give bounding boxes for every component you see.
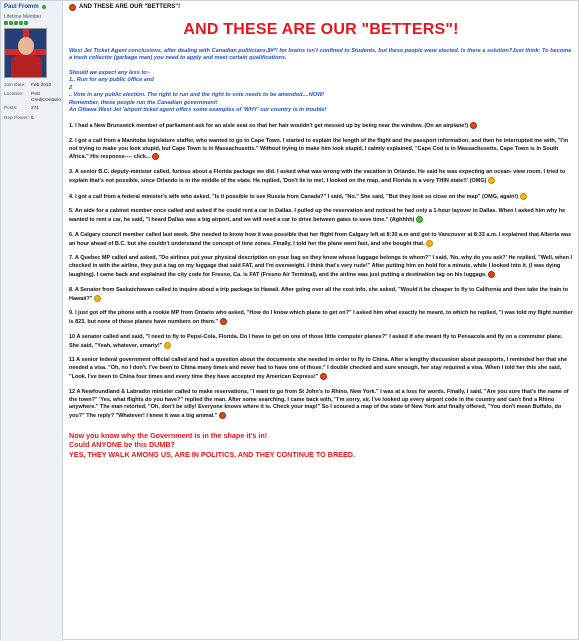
question-line: .. Vote in any public election. The right to run and the right to vote needs to be amended....NOW! <box>69 92 325 99</box>
reputation-pip-icon <box>24 21 28 25</box>
story-text: 6. A Calgary council member called last week. She needed to know how it was possible that her flight from Calgary left at 8:30 a.m and got to Vancouver at 8:33 a.m. I explained that Alberta was an hour ahead of B.C. but she couldn't understand the concept of time zones. Finally, I told her the plane went fast, and she bought that. <box>69 231 572 247</box>
story-text: 9. I just got off the phone with a rookie MP from Ontario who asked, "How do I know which plane to get on?" I asked him what exactly he meant, to which he replied, "I was told my flight number is 823, but none of these planes have numbers on them." <box>69 310 573 326</box>
frustrated-emoticon-icon <box>416 216 423 223</box>
join-date-row <box>4 83 59 89</box>
story-item <box>69 193 573 202</box>
angry-emoticon-icon <box>69 4 76 11</box>
join-date-label: Join Date: <box>4 83 26 89</box>
question-line: Should we expect any less to~ <box>69 69 150 76</box>
post-header-title: AND THESE ARE OUR "BETTERS"! <box>79 4 181 10</box>
user-title: Lifetime Member <box>4 13 42 20</box>
devil-emoticon-icon <box>320 373 327 380</box>
reputation-pip-icon <box>4 21 8 25</box>
avatar-figure-body <box>11 55 42 78</box>
story-text: 8. A Senator from Saskatchewan called to inquire about a trip package to Hawaii. After going over all the cost info, she asked, "Would it be cheaper to fly to California and then take the train to Hawaii?" <box>69 286 569 302</box>
story-text: 10 A senator called and said, "I need to fly to Pepsi-Cola, Florida. Do I have to get on one of those little computer planes?" I asked if she meant fly to Pensacola and fly on a commuter plane. She said, "Yeah, whatever, smarty!" <box>69 333 563 349</box>
avatar[interactable] <box>4 28 47 78</box>
location-value: Port Credit,Ontario <box>31 91 61 103</box>
posts-value: 271 <box>31 106 40 111</box>
story-item <box>69 232 573 249</box>
location-label: Location: <box>4 91 24 97</box>
post-header <box>69 4 573 12</box>
laughing-emoticon-icon <box>220 318 227 325</box>
story-text: 4. I got a call from a federal minister's wife who asked, "Is it possible to see Russia from Canada?" I said, "No." She said, "But they look so close on the map" (OMG, again!) <box>69 193 519 200</box>
thumbs-emoticon-icon <box>164 342 171 349</box>
closing-line: YES, THEY WALK AMONG US, ARE IN POLITICS, AND THEY CONTINUE TO BREED. <box>69 449 355 459</box>
user-sidebar <box>1 1 63 641</box>
story-item <box>69 287 573 304</box>
closing-line: Could ANYONE be this DUMB? <box>69 440 175 450</box>
posts-row <box>4 106 59 112</box>
devil-emoticon-icon <box>152 153 159 160</box>
story-item <box>69 389 573 421</box>
username-row <box>4 4 59 12</box>
online-status-icon <box>42 5 46 9</box>
question-line: Remember, these people run the Canadian government! <box>69 99 218 106</box>
story-text: 1. I had a New Brunswick member of parliament ask for an aisle seat so that her hair wouldn't get messed up by being near the window. (On an airplane!) <box>69 122 469 129</box>
story-item <box>69 334 573 351</box>
grin-emoticon-icon <box>426 240 433 247</box>
rep-power-value: 5 <box>31 116 34 122</box>
story-item <box>69 122 573 131</box>
reputation-pips <box>4 21 59 25</box>
shocked-emoticon-icon <box>488 177 495 184</box>
story-text: 7. A Quebec MP called and asked, "Do airlines put your physical description on your bag so they know whose luggage belongs to whom?" I said, 'No, why do you ask?' He replied, "Well, when I checked in with the airline, they put a tag on my luggage that said FAT, and I'm overweight. I think that's very rude!" After putting him on hold for a minute, while I looked into it. (I was dying laughing). I came back and explained the city code for Fresno, Ca. is FAT (Fresno Air Terminal), and the airline was just putting a destination tag on his luggage. <box>69 255 573 278</box>
reputation-pip-icon <box>14 21 18 25</box>
story-item <box>69 138 573 162</box>
closing-line: Now you know why the Government is in the shape it's in! <box>69 430 268 440</box>
story-text: 12 A Newfoundland & Labrador minister called to make reservations, "I want to go from St John's to Rhino, New York." I was at a loss for words. Finally, I said, "Are you sure that's the name of the town?" 'Yes, what flights do you have?" replied the man. After some searching, I came back with, "I'm sorry, sir, I've looked up every airport code in the country and can't find a Rhino anywhere." The man retorted, "Oh, don't be silly! Everyone knows where it is. Check your map!" So I scoured a map of the state of New York and finally offered, "You don't mean Buffalo, do you?" The reply? "Whatever! I knew it was a big animal." <box>69 388 569 420</box>
post-body <box>65 4 577 638</box>
question-block <box>69 70 573 115</box>
sparkle-emoticon-icon <box>520 193 527 200</box>
story-item <box>69 208 573 225</box>
username-link[interactable]: Paul Fromm <box>4 4 39 10</box>
closing-block <box>69 431 573 459</box>
story-item <box>69 357 573 381</box>
story-item <box>69 169 573 186</box>
question-line: An Ottawa West Jet 'airport ticket agent offers some examples of 'WHY' our country is in trouble! <box>69 107 327 114</box>
story-text: 5. An aide for a cabinet member once called and asked if he could rent a car in Dallas. I pulled up the reservation and noticed he had only a 1-hour layover in Dallas. When I asked him why he wanted to rent a car, he said, "I heard Dallas was a big airport, and we will need a car to drive between gates to save time." (Aghhhh) <box>69 208 566 224</box>
reputation-pip-icon <box>9 21 13 25</box>
location-row <box>4 92 59 104</box>
reputation-pip-icon <box>19 21 23 25</box>
join-date-value: Feb 2010 <box>31 83 52 89</box>
story-text: 11 A senior federal government official called and had a question about the documents she needed in order to fly to China. After a lengthy discussion about passports, I reminded her that she needed a visa. "Oh, no I don't. I've been to China many times and never had to have one of those." I double checked and sure enough, her stay required a visa. When I told her this she said, "Look, I've been to China four times and every time they have accepted my American Express!" <box>69 357 568 380</box>
laughing-emoticon-icon <box>219 412 226 419</box>
intro-paragraph: West Jet Ticket Agent conclusions, after dealing with Canadian politicians.$#*! for brains isn't confined to Students, but these people were elected. Is there a solution?Just think: To become a trash collector (garbage man) you need to apply and meet certain qualifications. <box>69 47 572 62</box>
posts-label: Posts: <box>4 106 18 111</box>
story-item <box>69 255 573 279</box>
rep-power-label: Rep Power: <box>4 116 30 122</box>
post-big-title: AND THESE ARE OUR "BETTERS"! <box>183 20 459 38</box>
story-text: 2. I got a call from a Manitoba legislature staffer, who wanted to go to Cape Town. I started to explain the length of the flight and the passport information, and then he interrupted me with, "I'm not trying to make you look stupid, but Cape Town is in Massachusetts." Without trying to make him look stupid, I calmly explained, "Cape Cod is in Massachusetts, Cape Town is in South Africa." His response---- click... <box>69 137 569 161</box>
laughing-emoticon-icon <box>470 122 477 129</box>
question-line: 1.. Run for any public office and <box>69 77 154 84</box>
devil-emoticon-icon <box>488 271 495 278</box>
question-line: 2 <box>69 84 73 91</box>
grin-emoticon-icon <box>94 295 101 302</box>
user-meta <box>4 83 59 122</box>
rep-power-row <box>4 116 59 122</box>
story-text: 3. A senior B.C. deputy-minister called, furious about a Florida package we did. I asked what was wrong with the vacation in Orlando. He said he was expecting an ocean- view room. I tried to explain that's not possible, since Orlando is in the middle of the state. He replied, 'Don't lie to me!, I looked on the map, and Florida is a very THIN state!!' (OMG) <box>69 169 566 184</box>
story-item <box>69 310 573 327</box>
